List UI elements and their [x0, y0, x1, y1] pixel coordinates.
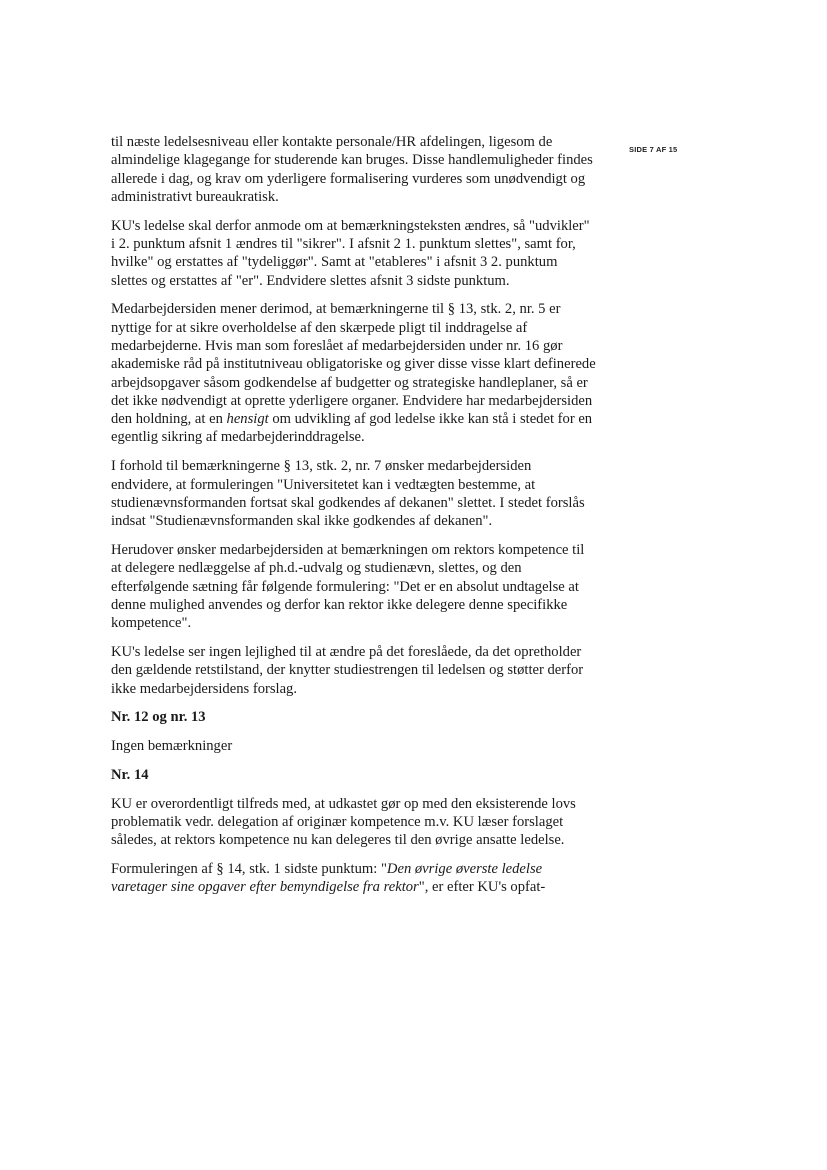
paragraph	[111, 300, 596, 446]
paragraph: KU er overordentligt tilfreds med, at udkastet gør op med den eksisterende lovs problematik vedr. delegation af originær kompetence m.v. KU læser forslaget således, at rektors kompetence nu kan delegeres til den øvrige ansatte ledelse.	[111, 795, 576, 849]
paragraph-text: Medarbejdersiden mener derimod, at bemærkningerne til § 13, stk. 2, nr. 5 er nyttige for at sikre overholdelse af den skærpede pligt til inddragelse af medarbejderne. Hvis man som foreslået af medarbejdersiden under nr. 16 gør akademiske råd på institutniveau obligatoriske og giver disse visse klart definerede arbejdsopgaver såsom godkendelse af budgetter og strategiske handleplaner, så er det ikke nødvendigt at oprette yderligere organer. Endvidere har medarbejdersiden den holdning, at en	[111, 301, 596, 428]
paragraph: til næste ledelsesniveau eller kontakte personale/HR afdelingen, ligesom de almindelige klagegange for studerende kan bruges. Disse handlemuligheder findes allerede i dag, og krav om yderligere formalisering vurderes som unødvendigt og administrativt bureaukratisk.	[111, 134, 593, 205]
section-heading: Nr. 14	[111, 766, 149, 783]
paragraph	[111, 860, 596, 897]
section-heading: Nr. 12 og nr. 13	[111, 709, 206, 726]
paragraph-text: Formuleringen af § 14, stk. 1 sidste punktum: "	[111, 861, 387, 878]
paragraph-text: om udvikling af god ledelse ikke kan stå i stedet for en egentlig sikring af medarbejderinddragelse.	[111, 411, 593, 446]
paragraph-text: ", er efter KU's opfat-	[418, 879, 546, 896]
paragraph: Ingen bemærkninger	[111, 738, 233, 755]
paragraph: KU's ledelse ser ingen lejlighed til at ændre på det foreslåede, da det opretholder den gældende retstilstand, der knytter studiestrengen til ledelsen og støtter derfor ikke medarbejdersidens forslag.	[111, 643, 584, 697]
paragraph: I forhold til bemærkningerne § 13, stk. 2, nr. 7 ønsker medarbejdersiden endvidere, at formuleringen "Universitetet kan i vedtægten bestemme, at studienævnsformanden fortsat skal godkendes af dekanen" slettet. I stedet forslås indsat "Studienævnsformanden skal ikke godkendes af dekanen".	[111, 458, 585, 530]
document-body	[111, 133, 596, 907]
paragraph: Herudover ønsker medarbejdersiden at bemærkningen om rektors kompetence til at delegere nedlæggelse af ph.d.-udvalg og studienævn, slettes, og den efterfølgende sætning får følgende formulering: "Det er en absolut undtagelse at denne mulighed anvendes og derfor kan rektor ikke delegere denne specifikke kompetence".	[111, 541, 585, 632]
page-number: SIDE 7 AF 15	[629, 145, 678, 154]
paragraph: KU's ledelse skal derfor anmode om at bemærkningsteksten ændres, så "udvikler" i 2. punktum afsnit 1 ændres til "sikrer". I afsnit 2 1. punktum slettes", samt for, hvilke" og erstattes af "tydeliggør". Samt at "etableres" i afsnit 3 2. punktum slettes og erstattes af "er". Endvidere slettes afsnit 3 sidste punktum.	[111, 217, 590, 289]
emphasis-text: hensigt	[226, 411, 269, 428]
emphasis-text: Den øvrige øverste ledelse varetager sine opgaver efter bemyndigelse fra rektor	[111, 861, 543, 896]
